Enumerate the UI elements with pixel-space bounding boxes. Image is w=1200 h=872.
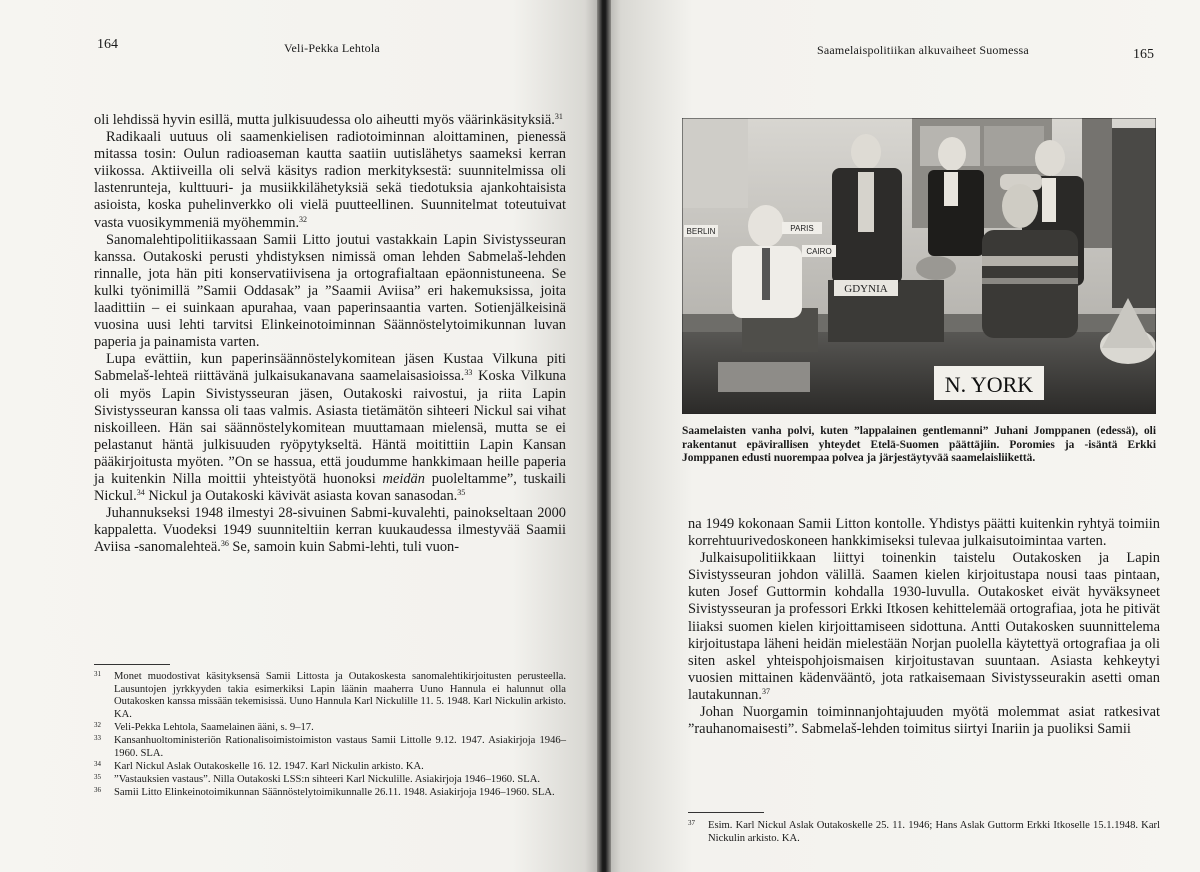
photo-caption: Saamelaisten vanha polvi, kuten ”lappalainen gentlemanni” Juhani Jomppanen (edessä), oli rakentanut epävirallisen yhteydet Etelä-Suomen päättäjiin. Poromies ja -isäntä Erkki Jomppanen edusti nuorempaa polvea ja järjestäytyvää saamelaisliikettä. (682, 425, 1156, 464)
page-number: 164 (97, 37, 118, 52)
sign-text: N. YORK (944, 372, 1034, 397)
paragraph: Johan Nuorgamin toiminnanjohtajuuden myötä molemmat asiat ratkesivat ”rauhanomaisesti”. Sabmelaš-lehden toimitus siirtyi Inariin ja puoliksi Samii (688, 704, 1160, 738)
running-head: Veli-Pekka Lehtola (284, 41, 380, 55)
paragraph: Lupa evättiin, kun paperinsäännöstelykomitean jäsen Kustaa Vilkuna piti Sabmelaš-lehteä riittävänä julkaisukanavana saamelaisasioissa.$^{33}$ Koska Vilkuna oli myös Lapin Sivistysseuran jäsen, Outakoski raivostui, ja riita Lapin Sivistysseuran kanssa oli taas valmis. Asiasta tietämätön sihteeri Nickul sai vihat niskoilleen. Hän sai säännöstelykomitean muuttamaan mielensä, mutta se ei pelastanut häntä julkisuuden ryöpytykseltä. Häntä moitittiin Lapin Kansan pääkirjoitusta myöten. ”On se hassua, että joudumme hankkimaan heille paperia ja kuitenkin Nilla moittii yhteistyötä huonoksi meidän puoleltamme”, tuskaili Nickul.$^{34}$ Nickul ja Outakoski kävivät asiasta kovan sanasodan.$^{35}$ (94, 351, 566, 505)
italic-word: meidän (382, 470, 425, 487)
footnotes (94, 671, 566, 800)
paragraph: Radikaali uutuus oli saamenkielisen radiotoiminnan aloittaminen, pienessä mitassa tosin: Oulun radioaseman kautta saatiin uutislähetys saameksi kerran viikossa. Aktiiveilla oli selvä käsitys radion merkityksestä: suunnitelmissa oli lastenrunteja, kulttuuri- ja musiikkilähetyksiä sekä tiedotuksia ajankohtaisista asioista, koska puhelinverkko oli vielä puutteellinen. Suunnitelmat toteutuivat vasta vuosikymmeniä myöhemmin.$^{32}$ (94, 129, 566, 231)
sign-text: GDYNIA (844, 283, 888, 295)
footnote: $^{37}$ Esim. Karl Nickul Aslak Outakoskelle 25. 11. 1946; Hans Aslak Guttorm Erkki Itkoselle 15.1.1948. Karl Nickulin arkisto. KA. (688, 819, 1160, 844)
footnote-rule (688, 812, 764, 813)
footnote: $^{34}$ Karl Nickul Aslak Outakoskelle 16. 12. 1947. Karl Nickulin arkisto. KA. (94, 759, 424, 772)
body-text (94, 112, 566, 556)
paragraph: na 1949 kokonaan Samii Litton kontolle. Yhdistys päätti kuitenkin ryhtyä toimiin korrehtuurivedoskoneen hankkimiseksi tulevaa julkaisutoimintaa varten. (688, 516, 1160, 550)
sign-text: BERLIN (686, 227, 716, 236)
book-gutter (597, 0, 611, 872)
paragraph: oli lehdissä hyvin esillä, mutta julkisuudessa olo aiheutti myös väärinkäsityksiä.$^{31}$ (94, 112, 563, 128)
footnote: $^{32}$ Veli-Pekka Lehtola, Saamelainen ääni, s. 9–17. (94, 720, 314, 733)
sign-text: CAIRO (806, 247, 832, 256)
paragraph: Sanomalehtipolitiikassaan Samii Litto joutui vastakkain Lapin Sivistysseuran kanssa. Outakoski perusti yhdistyksen nimissä oman lehden Sabmelaš-lehden rinnalle, jota hän piti konservatiivisena ja ortografialtaan epäonnistuneena. Se kulki työnimillä ”Samii Oddasak” ja ”Saamii Aviisa” eri hakemuksissa, joita laadittiin – ei suinkaan apurahaa, vaan paperinsaantia varten. Sotienjälkeisinä vuosina uusi lehti tarvitsi Elinkeinotoiminnan Säännöstelytoimikunnan luvan paperia ja painamista varten. (94, 231, 566, 351)
footnotes (688, 820, 1160, 846)
footnote: $^{35}$ ”Vastauksien vastaus”. Nilla Outakoski LSS:n sihteeri Karl Nickulille. Asiakirjoja 1946–1960. SLA. (94, 772, 541, 785)
paragraph: Julkaisupolitiikkaan liittyi toinenkin taistelu Outakosken ja Lapin Sivistysseuran johdon välillä. Saamen kielen kirjoitustapa nousi taas pintaan, kuten Josef Guttormin kohdalla 1930-luvulla. Outakosket eivät hyväksyneet Sivistysseuran ja professori Erkki Itkosen kehittelemää ortografiaa, jota he pitivät liiaksi suomen kielen kirjoittamiseen sidottuna. Antti Outakosken suunnittelema kirjoitustapa läheni heidän mielestään Norjan puolella käytettyä ortografiaa ja oli siten askel yhteispohjoismaisen kirjoitustavan suuntaan. Asiasta kehkeytyi vuosien mittainen kädenvääntö, jota ratkaisemaan Sivistysseurakin asetti oman lautakunnan.$^{37}$ (688, 550, 1160, 703)
body-text (688, 516, 1160, 738)
paragraph: Juhannukseksi 1948 ilmestyi 28-sivuinen Sabmi-kuvalehti, painokseltaan 2000 kappaletta. Vuodeksi 1949 suunniteltiin kerran kuukaudessa ilmestyvää Saamii Aviisa -sanomalehteä.$^{36}$ Se, samoin kuin Sabmi-lehti, tuli vuon- (94, 505, 566, 556)
footnote-rule (94, 664, 170, 665)
page-number: 165 (1133, 47, 1154, 62)
historical-photo (682, 118, 1156, 414)
footnote: $^{36}$ Samii Litto Elinkeinotoimikunnan Säännöstelytoimikunnalle 26.11. 1948. Asiakirjoja 1946–1960. SLA. (94, 785, 555, 798)
sign-text: PARIS (790, 224, 814, 233)
running-head: Saamelaispolitiikan alkuvaiheet Suomessa (817, 43, 1029, 57)
footnote: $^{33}$ Kansanhuoltoministeriön Rationalisoimistoimiston vastaus Samii Littolle 9.12. 1947. Asiakirjoja 1946–1960. SLA. (94, 733, 566, 759)
photo-illustration (682, 118, 1156, 414)
footnote: $^{31}$ Monet muodostivat käsityksensä Samii Littosta ja Outakoskesta sanomalehtikirjoitusten perusteella. Lausuntojen jyrkkyyden takia esimerkiksi Lapin läänin maaherra Uuno Hannula ei halunnut olla Outakosken kanssa missään tekemisissä. Uuno Hannula Karl Nickulille 11. 5. 1948. Karl Nickulin arkisto. KA. (94, 670, 566, 720)
